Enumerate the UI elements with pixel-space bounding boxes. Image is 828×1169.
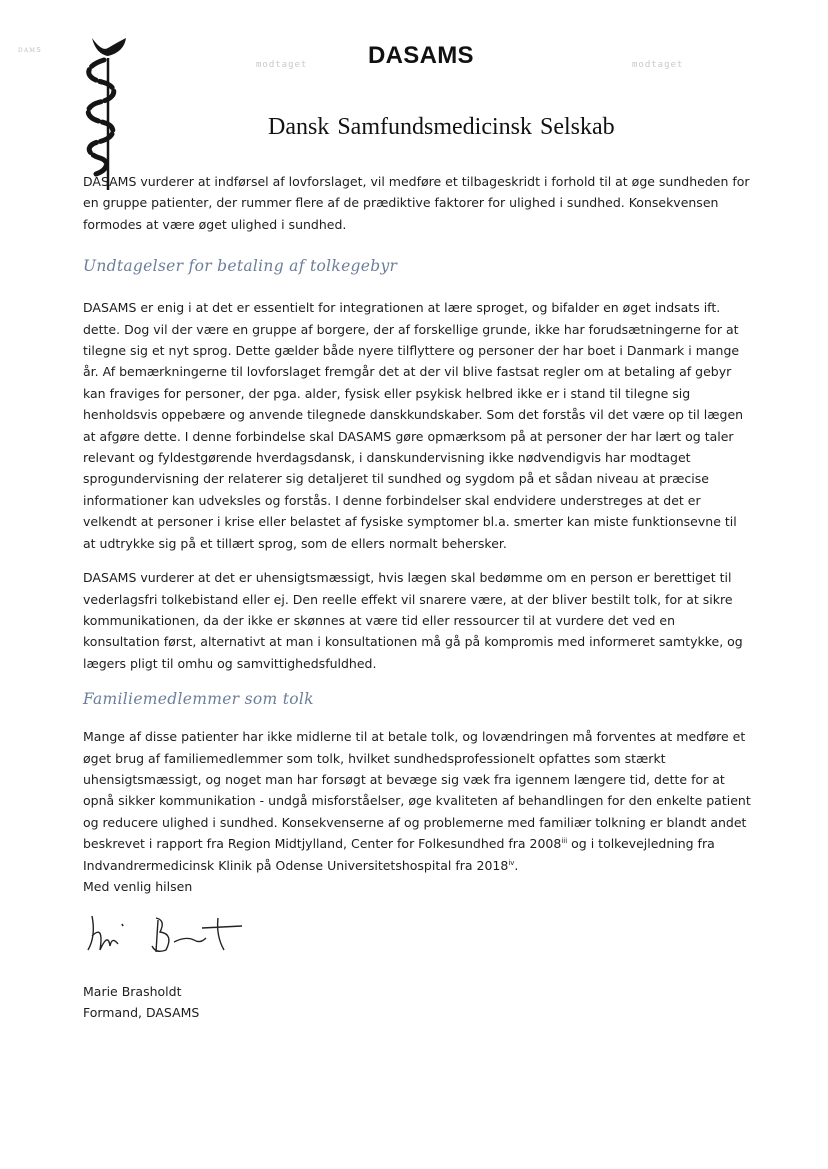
- closing-greeting: Med venlig hilsen: [83, 879, 193, 894]
- paragraph-integration: DASAMS er enig i at det er essentielt for integrationen at lære sproget, og bifalder en øget indsats ift. dette. Dog vil der være en gruppe af borgere, der af forskellige grunde, ikke har forudsætningerne for at tilegne sig et nyt sprog. Dette gælder både nyere tilflyttere og personer der har boet i Danmark i mange år. Af bemærkningerne til lovforslaget fremgår det at der vil blive fastsat regler om at betaling af gebyr kan fraviges for personer, der pga. alder, fysisk eller psykisk helbred ikke er i stand til tilegne sig henholdsvis oppebære og anvende tilegnede danskkundskaber. Som det forstås vil det være op til lægen at afgøre dette. I denne forbindelse skal DASAMS gøre opmærksom på at personer der har lært og taler relevant og fyldestgørende hverdagsdansk, i danskundervisning ikke nødvendigvis har modtaget sprogundervisning der relaterer sig detaljeret til sundhed og sygdom på et sådan niveau at præcise informationer kan udveksles og forstås. I denne forbindelser skal endvidere understreges at det er velkendt at personer i krise eller belastet af fysiske symptomer bl.a. smerter kan miste funktionsevne til at udtrykke sig på et tillært sprog, som de ellers normalt behersker.: [83, 300, 744, 551]
- family-text-main: Mange af disse patienter har ikke midlerne til at betale tolk, og lovændringen må forventes at medføre et øget brug af familiemedlemmer som tolk, hvilket sundhedsprofessionelt opfattes som stærkt uhensigtsmæssigt, og noget man har forsøgt at bevæge sig væk fra igennem længere tid, dette for at opnå sikker kommunikation - undgå misforståelser, øge kvaliteten af behandlingen for den enkelte patient og reducere ulighed i sundhed. Konsekvenserne af og problemerne med familiær tolkning er blandt andet beskrevet i rapport fra Region Midtjylland, Center for Folkesundhed fra 2008: [83, 729, 751, 852]
- scan-mark-received-left: modtaget: [256, 60, 308, 70]
- brand-name: DASAMS: [368, 42, 474, 69]
- dasams-logo: [74, 30, 138, 194]
- footnote-ref-iii: iii: [561, 837, 568, 845]
- paragraph-assessment: DASAMS vurderer at det er uhensigtsmæssigt, hvis lægen skal bedømme om en person er berettiget til vederlagsfri tolkebistand eller ej. Den reelle effekt vil snarere være, at der bliver bestilt tolk, for at sikre kommunikationen, da der ikke er skønnes at være tid eller ressourcer til at vurdere det ved en konsultation først, alternativt at man i konsultationen må gå på kompromis med informeret samtykke, og lægers pligt til omhu og samvittighedsfuldhed.: [83, 570, 743, 671]
- scan-mark-left: ᴅᴀᴍs: [18, 45, 43, 55]
- family-text-mid: og i tolkevejledning fra Indvandrermedicinsk Klinik på Odense Universitetshospital fra 2018: [83, 836, 715, 873]
- section-heading-tolkegebyr: Undtagelser for betaling af tolkegebyr: [83, 257, 398, 276]
- intro-paragraph: DASAMS vurderer at indførsel af lovforslaget, vil medføre et tilbageskridt i forhold til at øge sundheden for en gruppe patienter, der rummer flere af de prædiktive faktorer for ulighed i sundhed. Konsekvensen formodes at være øget ulighed i sundhed.: [83, 174, 750, 232]
- scan-mark-received-right: modtaget: [632, 60, 684, 70]
- signer-title: Formand, DASAMS: [83, 1005, 200, 1021]
- footnote-ref-iv: iv: [508, 858, 515, 867]
- section-heading-familiemedlemmer: Familiemedlemmer som tolk: [83, 690, 314, 709]
- organization-name: Dansk Samfundsmedicinsk Selskab: [268, 114, 615, 140]
- letter-body: [83, 171, 751, 876]
- signer-name: Marie Brasholdt: [83, 984, 182, 999]
- family-text-end: .: [514, 857, 519, 873]
- signer-block: [83, 981, 199, 1024]
- handwritten-signature: [82, 906, 252, 962]
- paragraph-family-interpreters: [83, 726, 751, 876]
